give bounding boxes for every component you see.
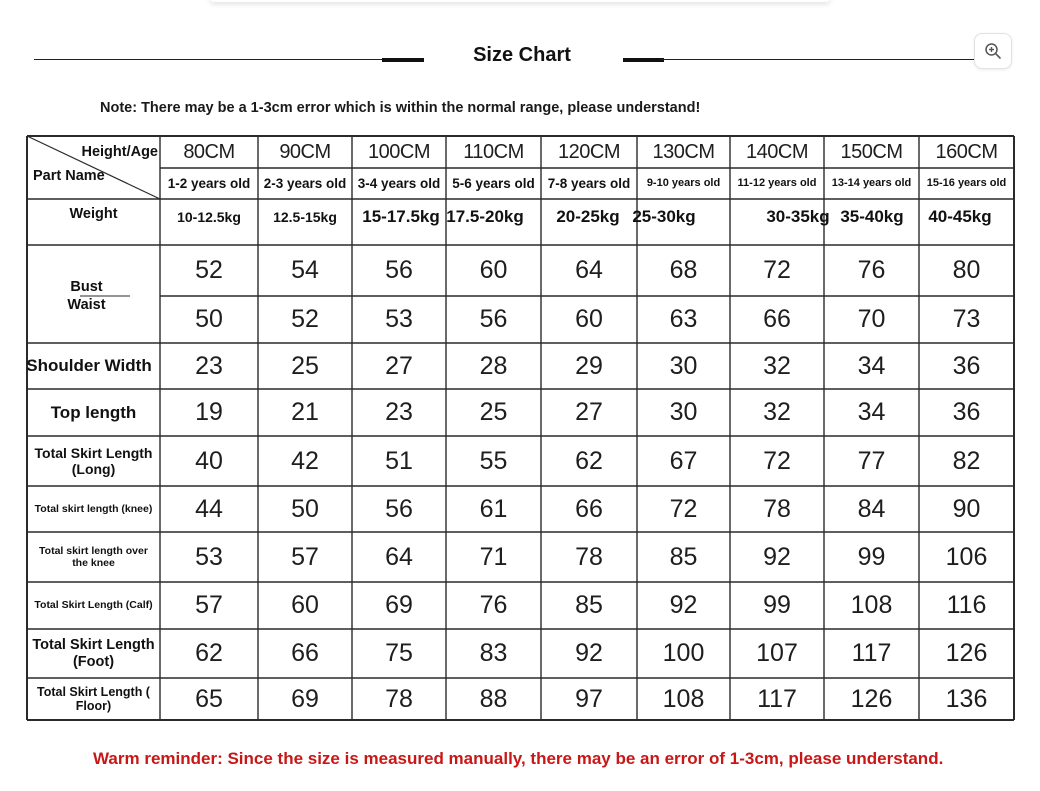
height-header-cell: 80CM — [183, 141, 235, 163]
measurement-cell: 23 — [385, 398, 413, 427]
measurement-cell: 90 — [952, 494, 981, 523]
measurement-cell: 78 — [763, 494, 791, 523]
measurement-cell: 80 — [952, 256, 981, 285]
measurement-cell: 72 — [763, 256, 791, 285]
measurement-cell: 53 — [195, 542, 223, 571]
measurement-cell: 117 — [757, 684, 797, 713]
row-label-cell: Total skirt length (knee) — [34, 502, 153, 515]
warm-reminder: Warm reminder: Since the size is measured manually, there may be an error of 1-3cm, please understand. — [93, 749, 944, 768]
note-text: Note: There may be a 1-3cm error which is within the normal range, please understand! — [100, 100, 701, 116]
measurement-cell: 60 — [479, 256, 508, 285]
row-label-cell: Total Skirt Length (Calf) — [34, 599, 153, 612]
measurement-cell: 66 — [291, 639, 319, 668]
measurement-cell: 64 — [385, 542, 413, 571]
measurement-cell: 50 — [195, 305, 223, 334]
measurement-cell: 73 — [952, 305, 981, 334]
measurement-cell: 106 — [945, 542, 988, 571]
height-header-cell: 100CM — [368, 141, 430, 163]
measurement-cell: 56 — [479, 305, 508, 334]
measurement-cell: 69 — [291, 684, 319, 713]
measurement-cell: 108 — [850, 591, 893, 620]
age-header-cell: 2-3 years old — [263, 175, 347, 191]
row-label-cell: Total Skirt Length (Long) — [34, 444, 153, 477]
measurement-cell: 56 — [385, 256, 413, 285]
weight-value-cell: 20-25kg — [556, 207, 620, 227]
measurement-cell: 136 — [945, 684, 988, 713]
measurement-cell: 75 — [385, 639, 413, 668]
measurement-cell: 99 — [763, 591, 791, 620]
row-label-cell: Total skirt length over the knee — [39, 544, 148, 569]
measurement-cell: 32 — [763, 351, 791, 380]
measurement-cell: 107 — [756, 639, 798, 668]
weight-value-cell: 17.5-20kg — [446, 207, 524, 227]
measurement-cell: 78 — [575, 542, 603, 571]
height-header-cell: 140CM — [746, 141, 808, 163]
measurement-cell: 62 — [575, 446, 603, 475]
measurement-cell: 67 — [669, 446, 698, 475]
waist-label: Waist — [67, 297, 106, 314]
bust-label: Bust — [70, 278, 103, 295]
measurement-cell: 108 — [662, 684, 705, 713]
measurement-cell: 85 — [669, 542, 698, 571]
header-part-name-label: Part Name — [33, 167, 105, 184]
measurement-cell: 19 — [195, 398, 223, 427]
measurement-cell: 60 — [291, 591, 319, 620]
weight-label: Weight — [69, 205, 118, 222]
measurement-cell: 82 — [952, 446, 981, 475]
measurement-cell: 30 — [669, 351, 698, 380]
measurement-cell: 42 — [291, 446, 319, 475]
measurement-cell: 61 — [479, 494, 508, 523]
measurement-cell: 52 — [291, 305, 319, 334]
measurement-cell: 68 — [669, 256, 698, 285]
age-header-cell: 1-2 years old — [167, 175, 251, 191]
measurement-cell: 57 — [195, 591, 223, 620]
measurement-cell: 83 — [479, 639, 508, 668]
measurement-cell: 21 — [291, 398, 319, 427]
row-label-cell: Total Skirt Length ( Floor) — [37, 684, 150, 713]
height-header-cell: 110CM — [463, 141, 524, 163]
weight-value-cell: 35-40kg — [840, 207, 904, 227]
measurement-cell: 97 — [575, 684, 603, 713]
measurement-cell: 25 — [291, 351, 319, 380]
measurement-cell: 85 — [575, 591, 603, 620]
measurement-cell: 25 — [479, 398, 508, 427]
measurement-cell: 92 — [575, 639, 603, 668]
header-height-age-label: Height/Age — [81, 143, 158, 160]
measurement-cell: 34 — [857, 398, 886, 427]
row-label-cell: Top length — [50, 402, 137, 422]
height-header-cell: 160CM — [935, 141, 998, 163]
measurement-cell: 63 — [669, 305, 698, 334]
age-header-cell: 13-14 years old — [831, 177, 912, 190]
measurement-cell: 92 — [669, 591, 698, 620]
measurement-cell: 44 — [195, 494, 223, 523]
measurement-cell: 76 — [857, 256, 886, 285]
measurement-cell: 100 — [662, 639, 705, 668]
measurement-cell: 53 — [385, 305, 413, 334]
measurement-cell: 34 — [857, 351, 886, 380]
measurement-cell: 66 — [763, 305, 791, 334]
height-header-cell: 150CM — [840, 141, 903, 163]
measurement-cell: 50 — [291, 494, 319, 523]
age-header-cell: 15-16 years old — [926, 177, 1007, 190]
measurement-cell: 64 — [575, 256, 603, 285]
measurement-cell: 29 — [575, 351, 603, 380]
height-header-cell: 120CM — [558, 141, 620, 163]
measurement-cell: 54 — [291, 256, 319, 285]
measurement-cell: 88 — [479, 684, 508, 713]
measurement-cell: 66 — [575, 494, 603, 523]
measurement-cell: 28 — [479, 351, 508, 380]
age-header-cell: 3-4 years old — [357, 175, 441, 191]
row-label-cell: Shoulder Width — [26, 356, 152, 376]
measurement-cell: 56 — [385, 494, 413, 523]
page-title: Size Chart — [473, 44, 571, 66]
measurement-cell: 76 — [479, 591, 508, 620]
measurement-cell: 60 — [575, 305, 603, 334]
measurement-cell: 52 — [195, 256, 223, 285]
measurement-cell: 72 — [669, 494, 698, 523]
weight-value-cell: 12.5-15kg — [273, 208, 337, 225]
measurement-cell: 78 — [385, 684, 413, 713]
measurement-cell: 116 — [946, 591, 987, 620]
measurement-cell: 92 — [763, 542, 791, 571]
age-header-cell: 9-10 years old — [646, 177, 721, 190]
measurement-cell: 126 — [850, 684, 893, 713]
weight-value-cell: 30-35kg — [766, 207, 830, 227]
measurement-cell: 62 — [195, 639, 223, 668]
age-header-cell: 11-12 years old — [737, 177, 817, 190]
weight-value-cell: 10-12.5kg — [177, 208, 241, 225]
row-label-cell: Total Skirt Length (Foot) — [32, 636, 155, 670]
height-header-cell: 90CM — [279, 141, 331, 163]
measurement-cell: 40 — [195, 446, 223, 475]
weight-value-cell: 25-30kg — [632, 207, 696, 227]
measurement-cell: 51 — [385, 446, 413, 475]
measurement-cell: 77 — [857, 446, 886, 475]
measurement-cell: 30 — [669, 398, 698, 427]
measurement-cell: 70 — [857, 305, 886, 334]
measurement-cell: 65 — [195, 684, 223, 713]
measurement-cell: 69 — [385, 591, 413, 620]
measurement-cell: 36 — [952, 351, 981, 380]
height-header-cell: 130CM — [652, 141, 715, 163]
weight-value-cell: 15-17.5kg — [362, 207, 440, 227]
measurement-cell: 23 — [195, 351, 223, 380]
measurement-cell: 32 — [763, 398, 791, 427]
measurement-cell: 71 — [479, 542, 508, 571]
measurement-cell: 27 — [385, 351, 413, 380]
measurement-cell: 72 — [763, 446, 791, 475]
measurement-cell: 36 — [952, 398, 981, 427]
measurement-cell: 99 — [857, 542, 886, 571]
measurement-cell: 117 — [851, 639, 892, 668]
measurement-cell: 84 — [857, 494, 886, 523]
measurement-cell: 55 — [479, 446, 508, 475]
measurement-cell: 57 — [291, 542, 319, 571]
age-header-cell: 5-6 years old — [452, 175, 535, 191]
measurement-cell: 126 — [945, 639, 988, 668]
age-header-cell: 7-8 years old — [547, 175, 631, 191]
weight-value-cell: 40-45kg — [928, 207, 992, 227]
measurement-cell: 27 — [575, 398, 603, 427]
